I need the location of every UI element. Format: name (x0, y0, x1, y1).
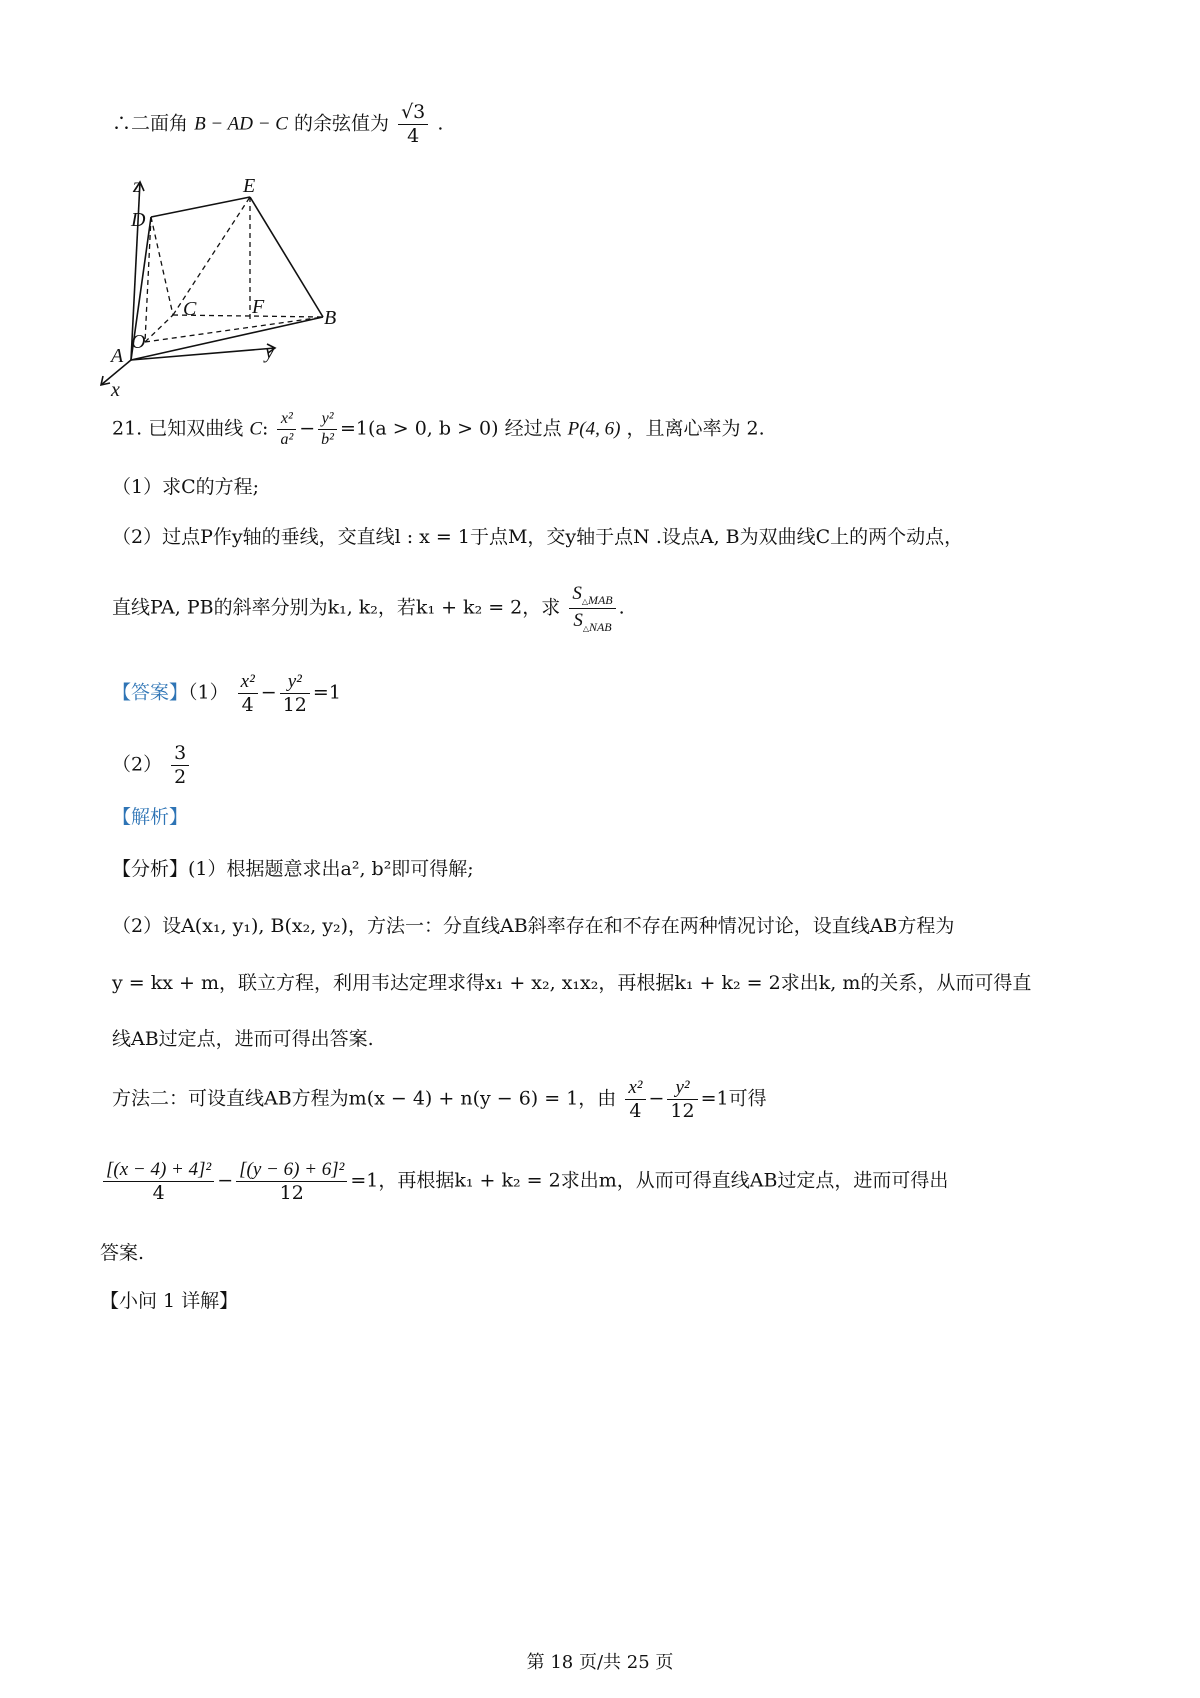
q21-colon: : (262, 417, 269, 440)
line5-x-fraction (625, 1078, 645, 1121)
q21-y-num: y² (318, 411, 337, 430)
line6-fraction2 (236, 1160, 347, 1203)
geometry-figure (95, 170, 375, 400)
label-z: z (133, 175, 141, 197)
answer-tag: 【答案】 (112, 681, 189, 704)
q21-tail: ，且离心率为 2. (626, 417, 765, 440)
area-ratio-num (569, 584, 615, 609)
analysis-line1: 【分析】(1）根据题意求出a², b²即可得解; (112, 858, 474, 880)
answer1-x-den: 4 (241, 694, 254, 716)
q21-y-fraction (318, 411, 337, 448)
q21-x-den: a² (280, 431, 294, 448)
q21-curve-name: C (249, 418, 262, 440)
ratio-den-S: S (573, 609, 583, 631)
analysis-line7: 答案. (100, 1242, 145, 1264)
answer2-label: （2） (112, 753, 163, 776)
conclusion-line (112, 103, 443, 146)
label-x: x (111, 379, 120, 400)
analysis-line5-tail: =1可得 (700, 1087, 767, 1110)
label-O: O (131, 331, 146, 353)
label-y: y (265, 341, 274, 363)
line6-den2: 12 (279, 1182, 304, 1204)
q21-condition: =1(a > 0, b > 0) (339, 417, 499, 440)
answer1-label: （1） (188, 681, 229, 704)
dash-DC (151, 217, 173, 315)
label-B: B (324, 307, 337, 329)
answer1-y-num: y² (280, 672, 310, 694)
area-ratio-den (569, 609, 615, 633)
answer1-x-fraction (238, 672, 258, 715)
q21-number: 21. 已知双曲线 (112, 417, 244, 440)
conclusion-prefix: ∴二面角 (112, 112, 189, 135)
ratio-num-tri: △ (581, 596, 588, 606)
line5-y-den: 12 (670, 1100, 695, 1122)
answer-line2 (112, 744, 192, 787)
line5-x-num: x² (625, 1078, 645, 1100)
label-E: E (243, 175, 256, 197)
dihedral-expr: B − AD − C (194, 113, 288, 135)
line5-y-fraction (667, 1078, 697, 1121)
label-A: A (111, 345, 124, 367)
answer1-eq: =1 (312, 681, 341, 704)
analysis-line4: 线AB过定点，进而可得出答案. (112, 1028, 374, 1050)
analysis-line3: y = kx + m，联立方程，利用韦达定理求得x₁ + x₂, x₁x₂，再根据k₁ + k₂ = 2求出k, m的关系，从而可得直 (112, 972, 1032, 994)
subquestion1-heading: 【小问 1 详解】 (100, 1290, 239, 1312)
ratio-num-S: S (572, 583, 582, 604)
cosine-den: 4 (407, 125, 420, 147)
line6-fraction1 (103, 1160, 214, 1203)
cosine-num: √3 (398, 103, 428, 125)
page-footer: 第 18 页/共 25 页 (526, 1652, 674, 1673)
q21-x-num: x² (277, 411, 296, 430)
answer2-fraction (171, 744, 189, 787)
analysis-line6: $\frac{\text{[(x − 4) + 4]²}}{4}$ − $\frac{\text{[(y − 6) + 6]²}}{12}$ =1，再根据k₁ + k₂ = 2求出m，从而可得直线AB过定点，进而可得出 (100, 1160, 948, 1203)
line6-den1: 4 (152, 1182, 165, 1204)
area-ratio-fraction (569, 584, 615, 633)
answer2-num: 3 (171, 744, 189, 766)
q21-x-fraction (277, 411, 296, 448)
q21-statement: 21. 已知双曲线 C: $\frac{\text{x²}}{\text{a²}}$ − $\frac{\text{y²}}{\text{b²}}$ =1(a > 0, b > 0) 经过点 P(4, 6) ，且离心率为 2. (112, 410, 765, 448)
line6-num1: [(x − 4) + 4]² (103, 1160, 214, 1182)
q21-pass: 经过点 (504, 417, 562, 440)
conclusion-end: . (437, 112, 444, 135)
q21-part2-line1: （2）过点P作y轴的垂线，交直线l : x = 1于点M，交y轴于点N .设点A, B为双曲线C上的两个动点， (112, 526, 964, 548)
analysis-line5: 方法二：可设直线AB方程为m(x − 4) + n(y − 6) = 1，由 $\frac{\text{x²}}{4}$ − $\frac{\text{y²}}{12}$ =1可得 (112, 1077, 767, 1122)
cosine-fraction (398, 103, 428, 146)
answer1-y-fraction (280, 672, 310, 715)
ratio-den-sub: NAB (588, 619, 612, 634)
q21-part2-end: . (618, 596, 625, 619)
dash-OC (145, 315, 173, 342)
line5-y-num: y² (667, 1078, 697, 1100)
analysis-line5-text: 方法二：可设直线AB方程为m(x − 4) + n(y − 6) = 1，由 (112, 1087, 617, 1110)
label-F: F (252, 296, 265, 318)
q21-part2-text: 直线PA, PB的斜率分别为k₁, k₂，若k₁ + k₂ = 2，求 (112, 596, 561, 619)
y-axis (131, 348, 275, 360)
answer2-den: 2 (174, 766, 187, 788)
ratio-den-tri: △ (582, 623, 589, 633)
label-C: C (183, 298, 197, 320)
line5-x-den: 4 (629, 1100, 642, 1122)
q21-y-den: b² (321, 431, 334, 448)
conclusion-mid: 的余弦值为 (294, 112, 390, 135)
ratio-num-sub: MAB (587, 592, 613, 607)
answer1-y-den: 12 (282, 694, 307, 716)
q21-point: P(4, 6) (567, 418, 621, 440)
edge-AB (131, 317, 323, 360)
q21-part2-line2 (112, 584, 625, 633)
analysis-tag: 【解析】 (112, 806, 189, 828)
analysis-line6-tail: =1，再根据k₁ + k₂ = 2求出m，从而可得直线AB过定点，进而可得出 (350, 1169, 949, 1192)
line6-num2: [(y − 6) + 6]² (236, 1160, 347, 1182)
dash-OB (145, 317, 323, 342)
label-D: D (131, 209, 146, 231)
q21-part1: （1）求C的方程; (112, 476, 260, 498)
edge-DE (151, 197, 250, 217)
answer-line1: 【答案】（1） $\frac{\text{x²}}{4}$ − $\frac{\text{y²}}{12}$ =1 (112, 671, 341, 716)
analysis-line2: （2）设A(x₁, y₁), B(x₂, y₂)，方法一：分直线AB斜率存在和不存在两种情况讨论，设直线AB方程为 (112, 915, 955, 937)
answer1-x-num: x² (238, 672, 258, 694)
